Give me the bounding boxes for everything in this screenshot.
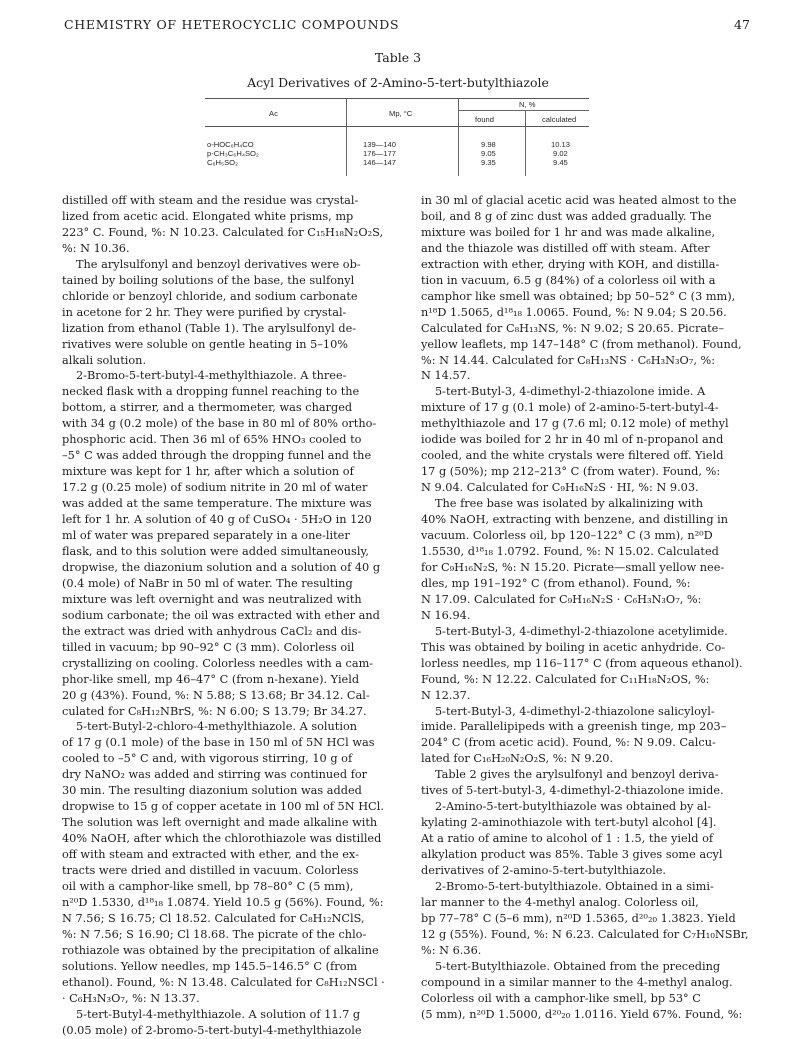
text-line: 40% NaOH, extracting with benzene, and distilling in <box>421 513 729 527</box>
text-line: in acetone for 2 hr. They were purified by crystal- <box>62 305 347 319</box>
left-text-column <box>62 193 400 1039</box>
text-line: lized from acetic acid. Elongated white prisms, mp <box>62 209 354 223</box>
text-line: alkylation product was 85%. Table 3 gives some acyl <box>421 848 723 862</box>
text-line: distilled off with steam and the residue was crystal- <box>62 194 359 207</box>
text-line: The arylsulfonyl and benzoyl derivatives were ob- <box>76 257 361 271</box>
text-line: tion in vacuum, 6.5 g (84%) of a colorless oil with a <box>421 273 716 287</box>
table-divider <box>346 98 347 176</box>
cell-mp: 146—147 <box>363 158 396 167</box>
text-line: %: N 14.44. Calculated for C₈H₁₃NS · C₆H₃N₃O₇, %: <box>421 353 716 367</box>
table-divider <box>525 110 526 176</box>
text-line: n²⁰D 1.5330, d¹⁸₁₈ 1.0874. Yield 10.5 g (56%). Found, %: <box>62 895 384 909</box>
text-line: of 17 g (0.1 mole) of the base in 150 ml of 5N HCl was <box>62 736 375 750</box>
text-line: vacuum. Colorless oil, bp 120–122° C (3 mm), n²⁰D <box>421 529 713 543</box>
text-line: Colorless oil with a camphor-like smell, bp 53° C <box>421 991 701 1005</box>
text-line: 5-tert-Butyl-3, 4-dimethyl-2-thiazolone imide. A <box>435 385 706 399</box>
text-line: %: N 10.36. <box>62 241 130 255</box>
cell-mp: 176—177 <box>363 149 396 158</box>
text-line: tained by boiling solutions of the base, the sulfonyl <box>62 273 355 287</box>
text-line: in 30 ml of glacial acetic acid was heated almost to the <box>421 194 737 207</box>
text-line: off with steam and extracted with ether, and the ex- <box>62 848 359 862</box>
text-line: This was obtained by boiling in acetic anhydride. Co- <box>421 640 726 654</box>
text-line: tives of 5-tert-butyl-3, 4-dimethyl-2-thiazolone imide. <box>421 784 724 798</box>
right-text-column <box>421 193 749 1023</box>
cell-calculated: 9.45 <box>553 158 568 167</box>
text-line: dropwise to 15 g of copper acetate in 100 ml of 5N HCl. <box>62 800 384 814</box>
table-subheader-rule <box>458 110 589 111</box>
table-top-rule <box>205 98 589 99</box>
data-table <box>205 98 589 176</box>
text-line: 5-tert-Butyl-2-chloro-4-methylthiazole. A solution <box>76 720 358 734</box>
page-number: 47 <box>734 17 750 32</box>
cell-found: 9.98 <box>481 140 496 149</box>
text-line: camphor like smell was obtained; bp 50–52° C (3 mm), <box>421 289 736 303</box>
text-line: solutions. Yellow needles, mp 145.5–146.5° C (from <box>62 959 358 973</box>
text-line: mixture of 17 g (0.1 mole) of 2-amino-5-tert-butyl-4- <box>421 401 719 415</box>
header-mp: Mp, °C <box>389 109 413 118</box>
text-line: –5° C was added through the dropping funnel and the <box>62 449 372 463</box>
header-ac: Ac <box>269 109 278 118</box>
table-header-rule <box>205 126 589 127</box>
text-line: 5-tert-Butyl-4-methylthiazole. A solution of 11.7 g <box>76 1007 361 1021</box>
text-line: The free base was isolated by alkalinizing with <box>435 497 704 511</box>
text-line: mixture was left overnight and was neutralized with <box>62 592 362 606</box>
header-found: found <box>475 115 495 124</box>
cell-calculated: 9.02 <box>553 149 568 158</box>
text-line: ethanol). Found, %: N 13.48. Calculated for C₈H₁₂NSCl · <box>62 975 385 989</box>
text-line: (0.4 mole) of NaBr in 50 ml of water. The resulting <box>62 576 353 590</box>
text-line: boil, and 8 g of zinc dust was added gradually. The <box>421 209 712 223</box>
text-line: lar manner to the 4-methyl analog. Colorless oil, <box>421 895 699 909</box>
text-line: The solution was left overnight and made alkaline with <box>62 816 378 830</box>
text-line: crystallizing on cooling. Colorless needles with a cam- <box>62 656 374 670</box>
text-line: derivatives of 2-amino-5-tert-butylthiazole. <box>421 864 667 878</box>
text-line: and the thiazole was distilled off with steam. After <box>421 241 710 255</box>
text-line: the extract was dried with anhydrous CaCl₂ and dis- <box>62 624 362 638</box>
text-line: N 7.56; S 16.75; Cl 18.52. Calculated for C₈H₁₂NClS, <box>62 911 365 925</box>
text-line: 2-Amino-5-tert-butylthiazole was obtained by al- <box>435 800 712 814</box>
text-line: · C₆H₃N₃O₇, %: N 13.37. <box>62 991 200 1005</box>
text-line: phor-like smell, mp 46–47° C (from n-hexane). Yield <box>62 672 360 686</box>
text-line: for C₉H₁₆N₂S, %: N 15.20. Picrate—small yellow nee- <box>421 560 725 574</box>
text-line: oil with a camphor-like smell, bp 78–80° C (5 mm), <box>62 879 354 893</box>
text-line: Table 2 gives the arylsulfonyl and benzoyl deriva- <box>435 768 719 782</box>
text-line: dry NaNO₂ was added and stirring was continued for <box>62 768 368 782</box>
text-line: 204° C (from acetic acid). Found, %: N 9.09. Calcu- <box>421 736 716 750</box>
cell-calculated: 10.13 <box>551 140 571 149</box>
text-line: phosphoric acid. Then 36 ml of 65% HNO₃ cooled to <box>62 433 362 447</box>
text-line: 40% NaOH, after which the chlorothiazole was distilled <box>62 832 382 846</box>
text-line: N 12.37. <box>421 688 471 702</box>
cell-ac: C₆H₅SO₂ <box>207 158 239 167</box>
text-line: 5-tert-Butylthiazole. Obtained from the preceding <box>435 959 721 973</box>
text-line: imide. Parallelipipeds with a greenish tinge, mp 203– <box>421 720 727 734</box>
table-label: Table 3 <box>374 50 422 65</box>
text-line: 223° C. Found, %: N 10.23. Calculated for C₁₅H₁₈N₂O₂S, <box>62 225 384 239</box>
text-line: lorless needles, mp 116–117° C (from aqueous ethanol). <box>421 656 743 670</box>
text-line: 17.2 g (0.25 mole) of sodium nitrite in 20 ml of water <box>62 481 368 495</box>
cell-found: 9.35 <box>481 158 496 167</box>
text-line: left for 1 hr. A solution of 40 g of CuSO₄ · 5H₂O in 120 <box>62 513 372 527</box>
text-line: kylating 2-aminothiazole with tert-butyl alcohol [4]. <box>421 816 717 830</box>
header-n: N, % <box>519 100 536 109</box>
text-line: sodium carbonate; the oil was extracted with ether and <box>62 608 380 622</box>
table-caption: Acyl Derivatives of 2-Amino-5-tert-butylthiazole <box>247 75 549 90</box>
text-line: 2-Bromo-5-tert-butylthiazole. Obtained in a simi- <box>435 879 714 893</box>
cell-ac: p-CH₃C₆H₄SO₂ <box>207 149 259 158</box>
text-line: 20 g (43%). Found, %: N 5.88; S 13.68; Br 34.12. Cal- <box>62 688 370 702</box>
text-line: 17 g (50%); mp 212–213° C (from water). Found, %: <box>421 465 721 479</box>
text-line: chloride or benzoyl chloride, and sodium carbonate <box>62 289 358 303</box>
text-line: flask, and to this solution were added simultaneously, <box>62 544 369 558</box>
text-line: lated for C₁₆H₂₀N₂O₂S, %: N 9.20. <box>421 752 614 766</box>
text-line: dropwise, the diazonium solution and a solution of 40 g <box>62 560 381 574</box>
text-line: compound in a similar manner to the 4-methyl analog. <box>421 975 733 989</box>
text-line: Calculated for C₈H₁₃NS, %: N 9.02; S 20.65. Picrate– <box>421 321 725 335</box>
text-line: lization from ethanol (Table 1). The arylsulfonyl de- <box>62 321 357 335</box>
text-line: rothiazole was obtained by the precipitation of alkaline <box>62 943 379 957</box>
text-line: At a ratio of amine to alcohol of 1 : 1.5, the yield of <box>421 832 714 846</box>
text-line: 5-tert-Butyl-3, 4-dimethyl-2-thiazolone salicyloyl- <box>435 704 715 718</box>
text-line: N 17.09. Calculated for C₉H₁₆N₂S · C₆H₃N₃O₇, %: <box>421 592 702 606</box>
text-line: necked flask with a dropping funnel reaching to the <box>62 385 360 399</box>
header-calculated: calculated <box>542 115 577 124</box>
text-line: mixture was boiled for 1 hr and was made alkaline, <box>421 225 716 239</box>
text-line: N 14.57. <box>421 369 471 383</box>
cell-mp: 139—140 <box>363 140 396 149</box>
text-line: 12 g (55%). Found, %: N 6.23. Calculated for C₇H₁₀NSBr, <box>421 927 749 941</box>
text-line: bottom, a stirrer, and a thermometer, was charged <box>62 401 353 415</box>
text-line: ml of water was prepared separately in a one-liter <box>62 529 350 543</box>
text-line: 1.5530, d¹⁸₁₈ 1.0792. Found, %: N 15.02. Calculated <box>421 544 719 558</box>
text-line: N 16.94. <box>421 608 471 622</box>
text-line: %: N 7.56; S 16.90; Cl 18.68. The picrate of the chlo- <box>62 927 367 941</box>
text-line: %: N 6.36. <box>421 943 482 957</box>
cell-found: 9.05 <box>481 149 496 158</box>
text-line: mixture was kept for 1 hr, after which a solution of <box>62 465 354 479</box>
text-line: yellow leaflets, mp 147–148° C (from methanol). Found, <box>421 337 742 351</box>
text-line: N 9.04. Calculated for C₉H₁₆N₂S · HI, %: N 9.03. <box>421 481 699 495</box>
text-line: 30 min. The resulting diazonium solution was added <box>62 784 362 798</box>
text-line: tracts were dried and distilled in vacuum. Colorless <box>62 864 359 878</box>
text-line: cooled, and the white crystals were filtered off. Yield <box>421 449 724 463</box>
running-header: CHEMISTRY OF HETEROCYCLIC COMPOUNDS <box>64 17 400 32</box>
text-line: cooled to –5° C and, with vigorous stirring, 10 g of <box>62 752 353 766</box>
text-line: bp 77–78° C (5–6 mm), n²⁰D 1.5365, d²⁰₂₀ 1.3823. Yield <box>421 911 736 925</box>
text-line: 2-Bromo-5-tert-butyl-4-methylthiazole. A three- <box>76 369 347 383</box>
text-line: rivatives were soluble on gentle heating in 5–10% <box>62 337 349 351</box>
text-line: with 34 g (0.2 mole) of the base in 80 ml of 80% ortho- <box>62 417 377 431</box>
text-line: (0.05 mole) of 2-bromo-5-tert-butyl-4-methylthiazole <box>62 1023 362 1037</box>
text-line: dles, mp 191–192° C (from ethanol). Found, %: <box>421 576 691 590</box>
cell-ac: o-HOC₆H₄CO <box>207 140 254 149</box>
text-line: n¹⁸D 1.5065, d¹⁸₁₈ 1.0065. Found, %: N 9.04; S 20.56. <box>421 305 727 319</box>
text-line: tilled in vacuum; bp 90–92° C (3 mm). Colorless oil <box>62 640 355 654</box>
text-line: Found, %: N 12.22. Calculated for C₁₁H₁₈N₂OS, %: <box>421 672 710 686</box>
text-line: (5 mm), n²⁰D 1.5000, d²⁰₂₀ 1.0116. Yield 67%. Found, %: <box>421 1007 743 1021</box>
text-line: was added at the same temperature. The mixture was <box>62 497 372 511</box>
text-line: culated for C₈H₁₂NBrS, %: N 6.00; S 13.79; Br 34.27. <box>62 704 367 718</box>
text-line: iodide was boiled for 2 hr in 40 ml of n-propanol and <box>421 433 724 447</box>
text-line: extraction with ether, drying with KOH, and distilla- <box>421 257 720 271</box>
text-line: methylthiazole and 17 g (7.6 ml; 0.12 mole) of methyl <box>421 417 729 431</box>
text-line: 5-tert-Butyl-3, 4-dimethyl-2-thiazolone acetylimide. <box>435 624 728 638</box>
text-line: alkali solution. <box>62 353 147 367</box>
